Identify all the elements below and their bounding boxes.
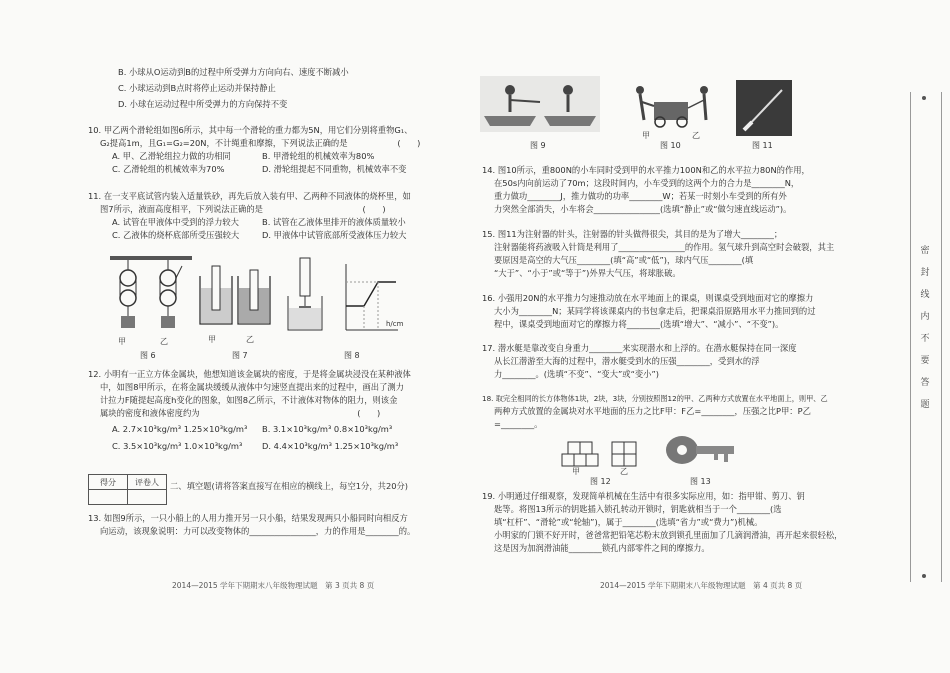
figure-7-yi-label: 乙 [246,335,254,344]
question-line: 匙等。将图13所示的钥匙插入锁孔转动开锁时，钥匙就相当于一个________(选 [494,504,782,514]
question-line: 注射器能将药液吸入针筒是利用了________________的作用。氢气球升到高空时会破裂，其主 [494,242,835,252]
question-line: 要原因是高空的大气压________(填“高”或“低”)，球内气压________(填 [494,255,754,265]
figure-7-jia-label: 甲 [208,335,216,344]
page-footer: 2014—2015 学年下期期末八年级物理试题 第 3 页共 8 页 [172,581,375,590]
option: D. 4.4×10³kg/m³ 1.25×10³kg/m³ [262,441,399,451]
question-10 [88,124,420,176]
figure-7-caption: 图 7 [232,351,248,360]
option: C. 3.5×10³kg/m³ 1.0×10³kg/m³ [112,441,243,451]
figure-9-caption: 图 9 [530,141,546,150]
option: C. 小球运动到B点时将停止运动并保持静止 [118,83,276,93]
option: D. 甲液体中试管底部所受液体压力较大 [262,230,407,240]
needle-figure [736,80,792,136]
seal-char: 封 [920,268,930,278]
page-footer: 2014—2015 学年下期期末八年级物理试题 第 4 页共 8 页 [600,581,803,590]
seal-char: 要 [920,356,930,366]
question-line: G₂提高1m，且G₁=G₂=20N，不计绳重和摩擦，下列说法正确的是 ( ) [100,138,421,148]
question-line: 向运动，该现象说明：力可以改变物体的________________，力的作用是________的。 [100,526,416,536]
score-table [88,474,167,505]
question-line: 两种方式放置的金属块对水平地面的压力之比F甲：F乙=________，压强之比P甲：P乙 [494,406,811,416]
seal-char: 线 [920,290,930,300]
cart-figure [624,80,718,130]
section-2-title: 二、填空题(请将答案直接写在相应的横线上，每空1分，共20分) [170,481,409,491]
option: D. 滑轮组提起不同重物，机械效率不变 [262,164,407,174]
question-line: 程中，课桌受到地面对它的摩擦力将________(选填“增大”、“减小”、“不变”)。 [494,319,784,329]
binding-hole [922,96,926,100]
question-line: 18. 取完全相同的长方体物体1块，2块，3块，分别按照图12的甲、乙两种方式放置在水平地面上，则甲、乙 [482,394,828,403]
question-line: 12. 小明有一正立方体金属块，他想知道该金属块的密度，于是将金属块浸没在某种液体 [88,369,411,379]
figure-6-jia-label: 甲 [118,337,126,346]
figure-12-jia-label: 甲 [572,467,580,476]
option: A. 2.7×10³kg/m³ 1.25×10³kg/m³ [112,424,248,434]
figure-10-yi-label: 乙 [692,131,700,140]
question-line: =________。 [494,419,543,429]
question-line: 17. 潜水艇是靠改变自身重力________来实现潜水和上浮的。在潜水艇保持在同一深度 [482,343,797,353]
question-17 [482,342,797,381]
option: B. 甲滑轮组的机械效率为80% [262,151,375,161]
seal-char: 题 [920,400,930,410]
question-line: 11. 在一支平底试管内装入适量铁砂，再先后放入装有甲、乙两种不同液体的烧杯里，如 [88,191,411,201]
beakers-figure [196,262,274,330]
binding-hole [922,574,926,578]
question-line: 计拉力F随提起高度h变化的图象，如图8乙所示，不计液体对物体的阻力，则该金 [100,395,398,405]
question-16 [482,292,816,331]
figure-11-caption: 图 11 [752,141,773,150]
question-line: 小明家的门锁不好开时，爸爸常把铅笔芯粉末放到锁孔里面加了几滴润滑油，再开起来很轻松， [494,530,843,540]
page-3 [0,0,462,673]
seal-char: 答 [920,378,930,388]
option: A. 试管在甲液体中受到的浮力较大 [112,217,239,227]
graph-axis-label: h/cm [386,320,404,328]
seal-char: 内 [920,312,930,322]
key-figure [664,428,738,472]
question-15 [482,228,834,280]
reviewer-label: 评卷人 [128,475,167,490]
question-13 [88,512,415,538]
question-11 [88,190,412,242]
option: B. 3.1×10³kg/m³ 0.8×10³kg/m³ [262,424,393,434]
question-line: 大小为________N；某同学将该课桌内的书包拿走后，把课桌沿原路用水平力推回到的过 [494,306,816,316]
option: C. 乙滑轮组的机械效率为70% [112,164,225,174]
option: A. 甲、乙滑轮组拉力做的功相同 [112,151,231,161]
question-line: 16. 小强用20N的水平推力匀速推动放在水平地面上的课桌，则课桌受到地面对它的摩擦力 [482,293,814,303]
figure-6-caption: 图 6 [140,351,156,360]
question-line: 填“杠杆”、“滑轮”或“轮轴”)，属于________(选填“省力”或“费力”)机械。 [494,517,763,527]
question-line: 属块的密度和液体密度约为 ( ) [100,408,381,418]
question-line: 15. 图11为注射器的针头，注射器的针头做得很尖，其目的是为了增大________； [482,229,783,239]
figure-10-jia-label: 甲 [642,131,650,140]
question-line: 在50s内向前运动了70m；这段时间内，小车受到的这两个力的合力是________N， [494,178,800,188]
figure-10-caption: 图 10 [660,141,681,150]
pulley-system-figure [108,254,194,336]
question-19 [482,490,842,555]
question-line: 力突然全部消失，小车将会________________(选填“静止”或“做匀速直线运动”)。 [494,204,792,214]
question-line: “大于”、“小于”或“等于”)外界大气压，将球胀破。 [494,268,681,278]
seal-char: 不 [920,334,930,344]
question-line: 从长江潜游至大海的过程中，潜水艇受到水的压强________，受到水的浮 [494,356,760,366]
figure-8-caption: 图 8 [344,351,360,360]
figure-13-caption: 图 13 [690,477,711,486]
option: B. 试管在乙液体里排开的液体质量较小 [262,217,406,227]
question-18 [482,392,828,431]
score-cell [89,490,128,505]
option: D. 小球在运动过程中所受弹力的方向保持不变 [118,99,288,109]
option: B. 小球从O运动到B的过程中所受弹力方向向右、速度不断减小 [118,67,349,77]
question-line: 14. 图10所示，重800N的小车同时受到甲的水平推力100N和乙的水平拉力80N的作用， [482,165,810,175]
figure-6-yi-label: 乙 [160,337,168,346]
question-line: 力________。(选填“不变”、“变大”或“变小”) [494,369,660,379]
boats-figure [480,76,600,132]
question-line: 10. 甲乙两个滑轮组如图6所示，其中每一个滑轮的重力都为5N，用它们分别将重物G₁、 [88,125,413,135]
seal-warning [918,240,932,416]
figure-12-caption: 图 12 [590,477,611,486]
figure-12-yi-label: 乙 [620,467,628,476]
question-14 [482,164,810,216]
blocks-figure [560,432,646,468]
question-line: 重力做功________J，推力做功的功率________W；若某一时刻小车受到的所有外 [494,191,787,201]
question-line: 13. 如图9所示，一只小船上的人用力推开另一只小船，结果发现两只小船同时向相反方 [88,513,408,523]
seal-char: 密 [920,246,930,256]
question-line: 图7所示，液面高度相平，下列说法正确的是 ( ) [100,204,386,214]
question-line: 这是因为加润滑油能________锁孔内部零件之间的摩擦力。 [494,543,710,553]
score-label: 得分 [89,475,128,490]
question-12 [88,368,412,453]
reviewer-cell [128,490,167,505]
question-line: 19. 小明通过仔细观察，发现简单机械在生活中有很多实际应用，如：指甲钳、剪刀、钥 [482,491,805,501]
question-9-options [118,66,349,111]
option: C. 乙液体的烧杯底部所受压强较大 [112,230,240,240]
question-line: 中，如图8甲所示，在将金属块缓缓从液体中匀速竖直提出来的过程中，画出了测力 [100,382,404,392]
